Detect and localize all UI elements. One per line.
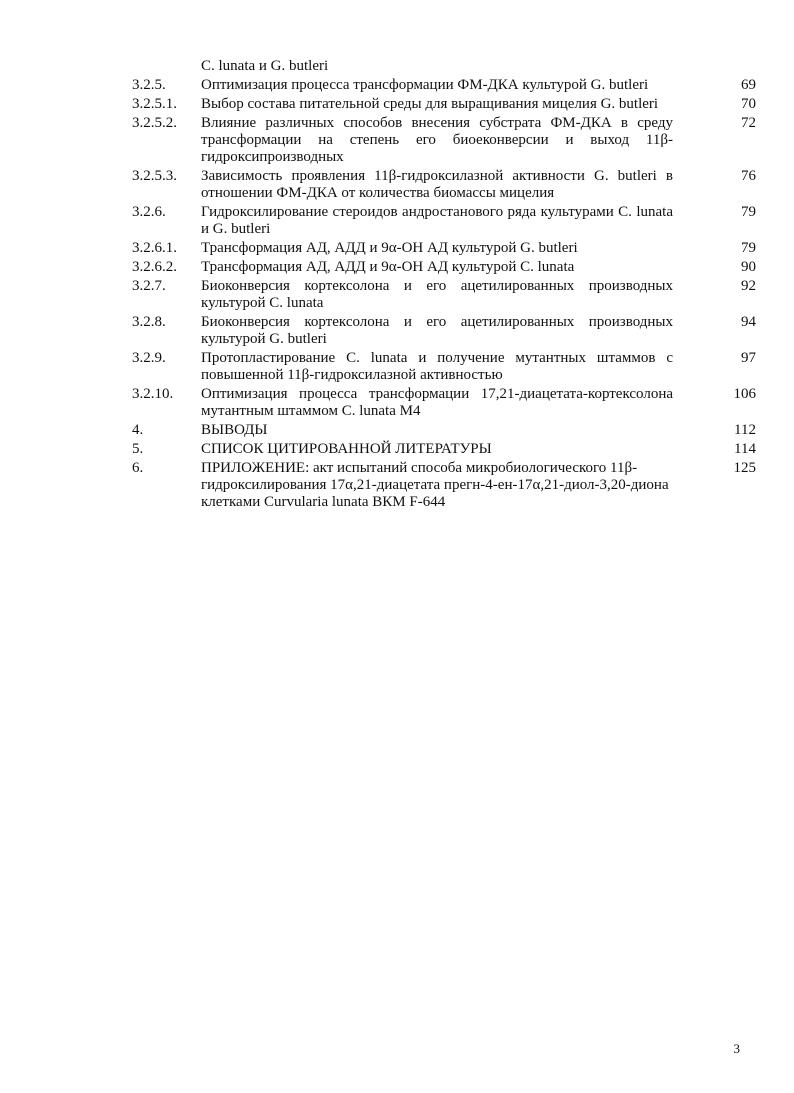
toc-page: 94 [741, 314, 756, 330]
toc-title: Трансформация АД, АДД и 9α-ОН АД культурой C. lunata [201, 259, 575, 275]
toc-number: 5. [132, 441, 144, 457]
toc-page: 125 [733, 460, 756, 476]
toc-entry-3-2-6-1 [0, 240, 794, 257]
toc-number: 3.2.6. [132, 204, 166, 220]
toc-entry-3-2-7 [0, 278, 794, 312]
toc-title: C. lunata и G. butleri [201, 58, 329, 74]
toc-page: 114 [734, 441, 756, 457]
toc-page: 69 [741, 77, 756, 93]
toc-page: 79 [741, 204, 756, 220]
toc-entry-3-2-8 [0, 314, 794, 348]
table-of-contents [0, 58, 794, 513]
toc-title: Влияние различных способов внесения субстрата ФМ-ДКА в среду трансформации на степень его биоеконверсии и выход 11β-гидроксипроизводных [201, 115, 673, 165]
toc-page: 112 [734, 422, 756, 438]
toc-page: 70 [741, 96, 756, 112]
toc-title: Биоконверсия кортексолона и его ацетилированных производных культурой C. lunata [201, 278, 673, 311]
toc-title: Зависимость проявления 11β-гидроксилазной активности G. butleri в отношении ФМ-ДКА от количества биомассы мицелия [201, 168, 673, 201]
toc-number: 6. [132, 460, 144, 476]
toc-number: 3.2.6.2. [132, 259, 177, 275]
toc-entry-3-2-5-1 [0, 96, 794, 113]
toc-number: 3.2.10. [132, 386, 174, 402]
toc-page: 79 [741, 240, 756, 256]
toc-number: 3.2.8. [132, 314, 166, 330]
toc-title: ПРИЛОЖЕНИЕ: акт испытаний способа микробиологического 11β-гидроксилирования 17α,21-диацетата прегн-4-ен-17α,21-диол-3,20-диона клетками Curvularia lunata ВКМ F-644 [201, 460, 669, 510]
toc-title: Оптимизация процесса трансформации ФМ-ДКА культурой G. butleri [201, 77, 649, 93]
toc-number: 3.2.7. [132, 278, 166, 294]
toc-title: СПИСОК ЦИТИРОВАННОЙ ЛИТЕРАТУРЫ [201, 441, 492, 457]
toc-title: Оптимизация процесса трансформации 17,21-диацетата-кортексолона мутантным штаммом C. lunata M4 [201, 386, 673, 419]
toc-title: Протопластирование C. lunata и получение мутантных штаммов с повышенной 11β-гидроксилазной активностью [201, 350, 673, 383]
toc-entry-3-2-5 [0, 77, 794, 94]
toc-title: ВЫВОДЫ [201, 422, 268, 438]
toc-number: 3.2.5.3. [132, 168, 177, 184]
toc-page: 92 [741, 278, 756, 294]
toc-entry-4 [0, 422, 794, 439]
toc-entry-3-2-10 [0, 386, 794, 420]
toc-title: Выбор состава питательной среды для выращивания мицелия G. butleri [201, 96, 659, 112]
toc-title: Биоконверсия кортексолона и его ацетилированных производных культурой G. butleri [201, 314, 673, 347]
toc-title: Трансформация АД, АДД и 9α-ОН АД культурой G. butleri [201, 240, 578, 256]
toc-number: 3.2.9. [132, 350, 166, 366]
toc-entry-3-2-6 [0, 204, 794, 238]
toc-page: 90 [741, 259, 756, 275]
toc-entry-3-2-5-3 [0, 168, 794, 202]
toc-page: 72 [741, 115, 756, 131]
page-number: 3 [733, 1041, 740, 1056]
toc-number: 3.2.5.2. [132, 115, 177, 131]
toc-page: 76 [741, 168, 756, 184]
toc-entry-6 [0, 460, 794, 511]
toc-entry-3-2-9 [0, 350, 794, 384]
toc-entry-3-2-6-2 [0, 259, 794, 276]
toc-page: 97 [741, 350, 756, 366]
toc-title: Гидроксилирование стероидов андростанового ряда культурами C. lunata и G. butleri [201, 204, 673, 237]
toc-number: 3.2.5.1. [132, 96, 177, 112]
toc-number: 3.2.6.1. [132, 240, 177, 256]
toc-entry-3-2-5-2 [0, 115, 794, 166]
toc-page: 106 [733, 386, 756, 402]
toc-number: 4. [132, 422, 144, 438]
toc-entry-5 [0, 441, 794, 458]
toc-number: 3.2.5. [132, 77, 166, 93]
toc-entry-continuation [0, 58, 794, 75]
